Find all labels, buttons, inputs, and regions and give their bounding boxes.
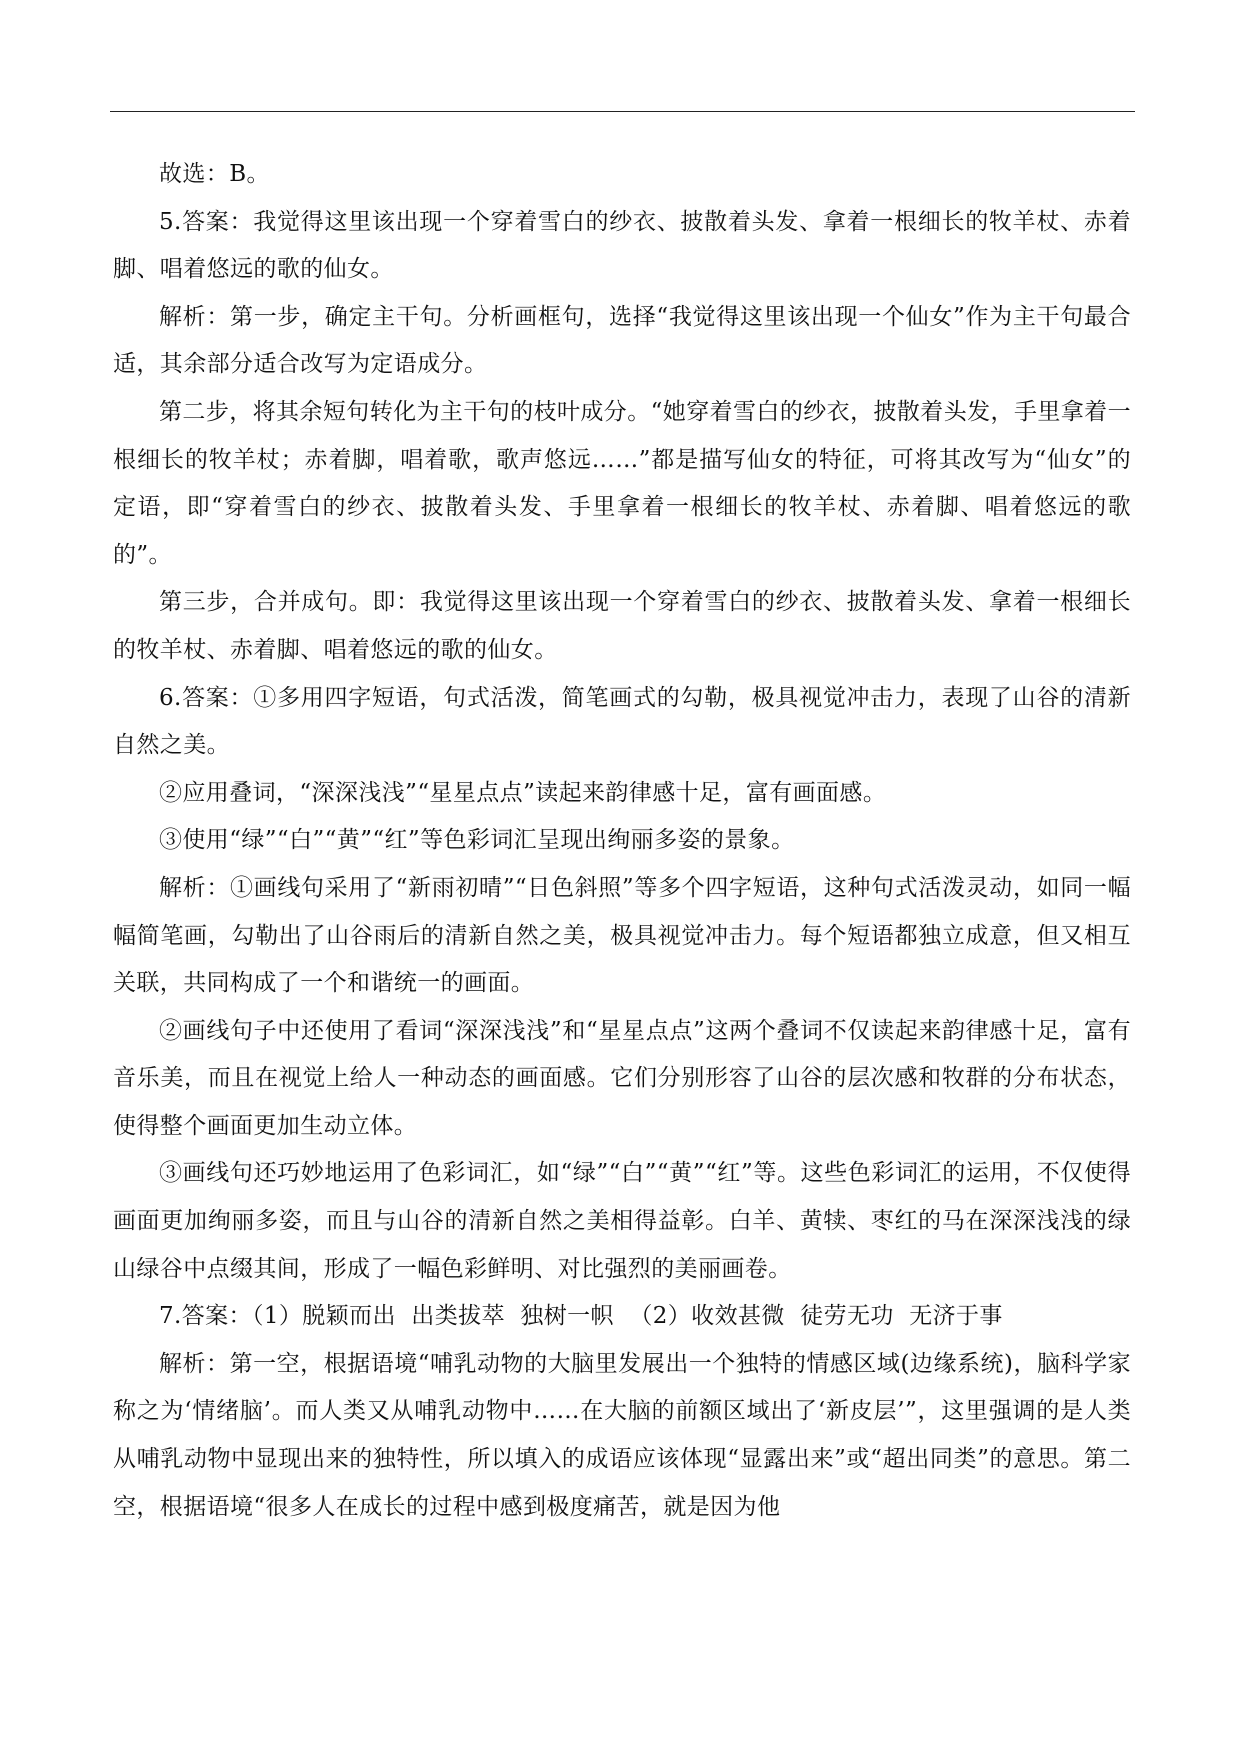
paragraph-answer-5: 5.答案：我觉得这里该出现一个穿着雪白的纱衣、披散着头发、拿着一根细长的牧羊杖、赤着脚、唱着悠远的歌的仙女。: [113, 208, 1131, 283]
paragraph-analysis-5-step3: 第三步，合并成句。即：我觉得这里该出现一个穿着雪白的纱衣、披散着头发、拿着一根细长的牧羊杖、赤着脚、唱着悠远的歌的仙女。: [113, 589, 1131, 663]
paragraph-answer-6-point1: 6.答案：①多用四字短语，句式活泼，简笔画式的勾勒，极具视觉冲击力，表现了山谷的清新自然之美。: [113, 684, 1131, 759]
paragraph-analysis-5-step1: 解析：第一步，确定主干句。分析画框句，选择“我觉得这里该出现一个仙女”作为主干句最合适，其余部分适合改写为定语成分。: [113, 303, 1131, 378]
paragraph-answer-7: 7.答案：（1）脱颖而出 出类拔萃 独树一帜 （2）收效甚微 徒劳无功 无济于事: [159, 1303, 1003, 1330]
document-body: [113, 151, 1131, 1531]
paragraph-answer-6-point2: ②应用叠词，“深深浅浅”“星星点点”读起来韵律感十足，富有画面感。: [159, 779, 887, 806]
paragraph-analysis-7: 解析：第一空，根据语境“哺乳动物的大脑里发展出一个独特的情感区域(边缘系统)，脑科学家称之为‘情绪脑’。而人类又从哺乳动物中……在大脑的前额区域出了‘新皮层’”，这里强调的是人类从哺乳动物中显现出来的独特性，所以填入的成语应该体现“显露出来”或“超出同类”的意思。第二空，根据语境“很多人在成长的过程中感到极度痛苦，就是因为他: [113, 1350, 1131, 1520]
header-rule: [110, 111, 1135, 112]
paragraph-choice: 故选：B。: [159, 161, 270, 187]
paragraph-answer-6-point3: ③使用“绿”“白”“黄”“红”等色彩词汇呈现出绚丽多姿的景象。: [159, 827, 795, 854]
paragraph-analysis-6-point3: ③画线句还巧妙地运用了色彩词汇，如“绿”“白”“黄”“红”等。这些色彩词汇的运用，不仅使得画面更加绚丽多姿，而且与山谷的清新自然之美相得益彰。白羊、黄犊、枣红的马在深深浅浅的绿山绿谷中点缀其间，形成了一幅色彩鲜明、对比强烈的美丽画卷。: [113, 1160, 1131, 1282]
paragraph-analysis-5-step2: 第二步，将其余短句转化为主干句的枝叶成分。“她穿着雪白的纱衣，披散着头发，手里拿着一根细长的牧羊杖；赤着脚，唱着歌，歌声悠远……”都是描写仙女的特征，可将其改写为“仙女”的定语，即“穿着雪白的纱衣、披散着头发、手里拿着一根细长的牧羊杖、赤着脚、唱着悠远的歌的”。: [113, 398, 1131, 568]
paragraph-analysis-6-point1: 解析：①画线句采用了“新雨初晴”“日色斜照”等多个四字短语，这种句式活泼灵动，如同一幅幅简笔画，勾勒出了山谷雨后的清新自然之美，极具视觉冲击力。每个短语都独立成意，但又相互关联，共同构成了一个和谐统一的画面。: [113, 874, 1131, 997]
paragraph-analysis-6-point2: ②画线句子中还使用了看词“深深浅浅”和“星星点点”这两个叠词不仅读起来韵律感十足，富有音乐美，而且在视觉上给人一种动态的画面感。它们分别形容了山谷的层次感和牧群的分布状态，使得整个画面更加生动立体。: [113, 1017, 1131, 1139]
